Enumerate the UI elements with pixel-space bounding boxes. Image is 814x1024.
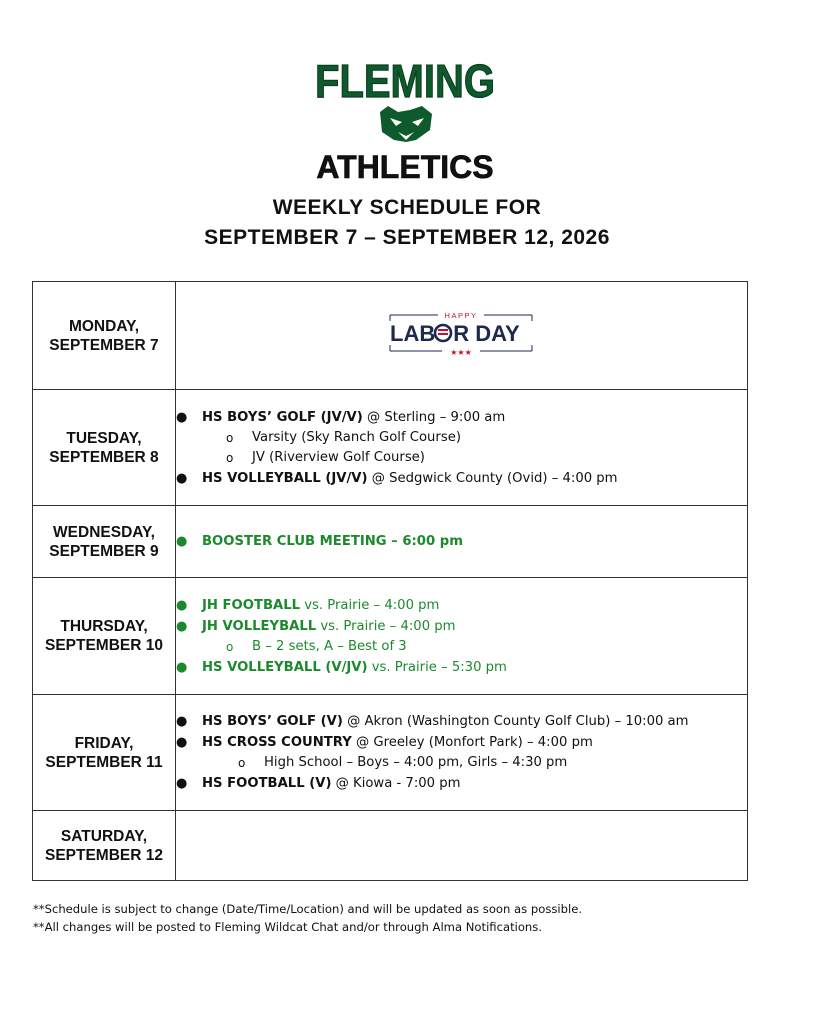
event-subitem: o Varsity (Sky Ranch Golf Course)	[226, 429, 461, 445]
day-date: SEPTEMBER 8	[49, 448, 159, 466]
saturday-events	[176, 811, 748, 881]
table-row	[33, 811, 748, 881]
flag-o-icon	[435, 325, 451, 341]
day-name: WEDNESDAY,	[53, 523, 155, 541]
event-subitem: o B – 2 sets, A – Best of 3	[226, 638, 407, 654]
schedule-date-range: SEPTEMBER 7 – SEPTEMBER 12, 2026	[204, 226, 610, 249]
footnote: **Schedule is subject to change (Date/Time/Location) and will be updated as soon as possible.	[33, 902, 583, 916]
day-name: THURSDAY,	[60, 618, 148, 635]
day-cell	[33, 506, 176, 578]
tuesday-events	[176, 390, 748, 506]
event-subitem: o JV (Riverview Golf Course)	[226, 449, 425, 465]
day-name: MONDAY,	[68, 317, 140, 335]
day-date: SEPTEMBER 9	[49, 542, 159, 560]
day-cell	[33, 578, 176, 695]
day-date: SEPTEMBER 10	[44, 637, 163, 654]
monday-events	[176, 282, 748, 390]
labor-day-banner	[386, 307, 536, 359]
thursday-events	[176, 578, 748, 695]
day-cell	[33, 282, 176, 390]
event-item: ● HS BOYS’ GOLF (JV/V) @ Sterling – 9:00 am	[176, 409, 506, 425]
footnote: **All changes will be posted to Fleming Wildcat Chat and/or through Alma Notifications.	[33, 920, 543, 934]
table-row	[33, 390, 748, 506]
wednesday-events	[176, 506, 748, 578]
day-cell	[33, 811, 176, 881]
day-cell	[33, 390, 176, 506]
event-item: ● HS CROSS COUNTRY @ Greeley (Monfort Park) – 4:00 pm	[176, 735, 593, 750]
event-item: ● BOOSTER CLUB MEETING – 6:00 pm	[176, 534, 463, 549]
day-cell	[33, 695, 176, 811]
day-date: SEPTEMBER 7	[49, 336, 159, 354]
day-date: SEPTEMBER 12	[44, 846, 163, 864]
event-subitem: o High School – Boys – 4:00 pm, Girls – 4:30 pm	[238, 755, 568, 770]
event-item: ● HS FOOTBALL (V) @ Kiowa - 7:00 pm	[176, 776, 461, 791]
weekly-schedule-table	[32, 281, 748, 881]
logo-line1: FLEMING	[315, 60, 495, 108]
svg-text:LABR DAY: LAB R DAY	[390, 321, 520, 346]
day-date: SEPTEMBER 11	[45, 753, 163, 771]
day-name: FRIDAY,	[74, 734, 134, 752]
logo-line2: ATHLETICS	[316, 149, 494, 185]
stars-icon: ★★★	[450, 348, 472, 357]
svg-text:HAPPY: HAPPY	[444, 311, 478, 320]
table-row	[33, 695, 748, 811]
event-item: ● JH FOOTBALL vs. Prairie – 4:00 pm	[176, 597, 440, 613]
wildcat-head-icon	[380, 106, 432, 142]
day-name: SATURDAY,	[60, 827, 148, 845]
friday-events	[176, 695, 748, 811]
event-item: ● HS VOLLEYBALL (JV/V) @ Sedgwick County (Ovid) – 4:00 pm	[176, 470, 618, 486]
table-row	[33, 282, 748, 390]
event-item: ● JH VOLLEYBALL vs. Prairie – 4:00 pm	[176, 618, 456, 634]
table-row	[33, 506, 748, 578]
table-row	[33, 578, 748, 695]
schedule-title: WEEKLY SCHEDULE FOR	[272, 196, 542, 219]
day-name: TUESDAY,	[66, 429, 142, 447]
fleming-athletics-logo	[300, 60, 510, 186]
event-item: ● HS BOYS’ GOLF (V) @ Akron (Washington County Golf Club) – 10:00 am	[176, 714, 689, 729]
event-item: ● HS VOLLEYBALL (V/JV) vs. Prairie – 5:30 pm	[176, 659, 507, 675]
